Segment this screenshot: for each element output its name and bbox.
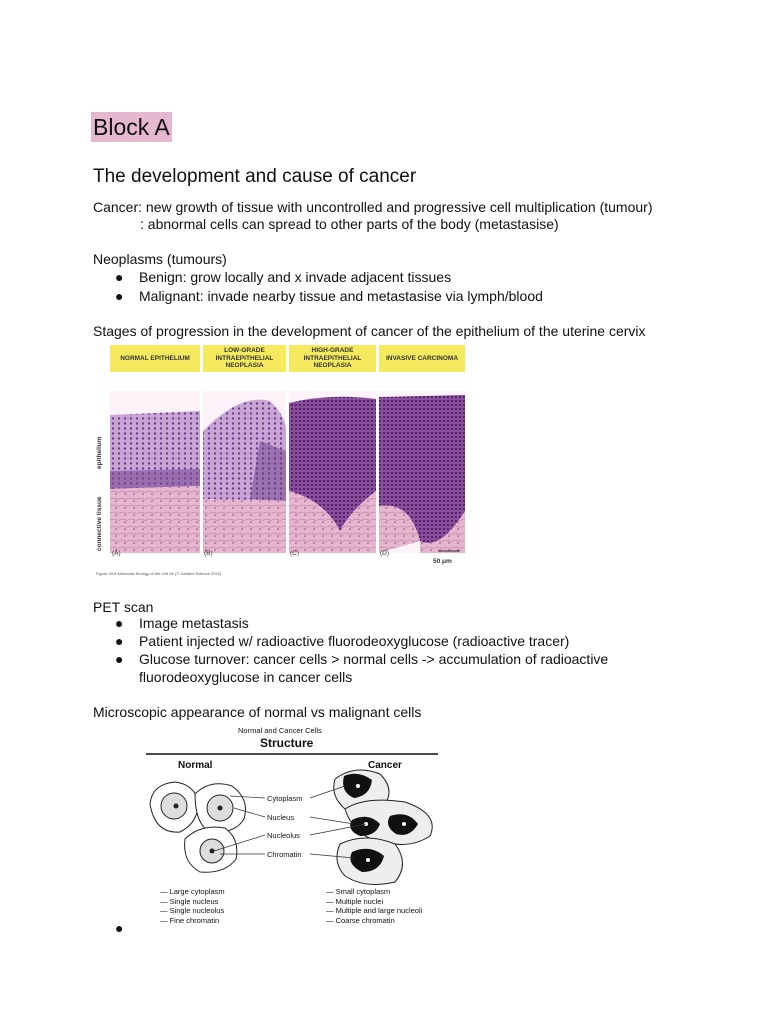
histology-figure: [92, 343, 467, 577]
panel-label-a: (A): [112, 550, 121, 557]
col-cancer: Cancer: [368, 760, 402, 771]
cancer-definition-line2: : abnormal cells can spread to other parts of the body (metastasise): [140, 216, 559, 232]
list-item: ● Image metastasis: [115, 615, 249, 631]
side-label-connective: connective tissue: [96, 496, 103, 551]
normal-features-list: — Large cytoplasm — Single nucleus — Single nucleolus — Fine chromatin: [160, 887, 225, 925]
figure-caption: Figure 20-8 Molecular Biology of the Cell 6e (© Garland Science 2015): [96, 571, 222, 576]
side-label-epithelium: epithelium: [96, 436, 103, 469]
panel-header-high-grade: HIGH-GRADE INTRAEPITHELIAL NEOPLASIA: [289, 345, 376, 372]
list-item-continuation: fluorodeoxyglucose in cancer cells: [139, 669, 353, 685]
label-nucleolus: Nucleolus: [267, 831, 300, 840]
pet-heading: PET scan: [93, 599, 154, 615]
normal-cells-illustration: [150, 782, 246, 872]
panel-label-c: (C): [290, 550, 300, 557]
panel-header-invasive: INVASIVE CARCINOMA: [379, 345, 465, 372]
col-normal: Normal: [178, 760, 213, 771]
panel-header-normal: NORMAL EPITHELIUM: [110, 345, 200, 372]
list-item: ● Glucose turnover: cancer cells > normal cells -> accumulation of radioactive: [115, 651, 609, 667]
cancer-features-list: — Small cytoplasm — Multiple nuclei — Multiple and large nucleoli — Coarse chromatin: [326, 887, 423, 925]
neoplasms-heading: Neoplasms (tumours): [93, 251, 227, 267]
section-title: The development and cause of cancer: [93, 166, 417, 187]
panel-label-d: (D): [380, 550, 390, 557]
label-cytoplasm: Cytoplasm: [267, 794, 303, 803]
figure-title: Structure: [260, 736, 314, 750]
panel-header-low-grade: LOW-GRADE INTRAEPITHELIAL NEOPLASIA: [203, 345, 286, 372]
block-title: Block A: [93, 114, 170, 140]
figure-small-title: Normal and Cancer Cells: [238, 726, 322, 735]
trailing-bullet: ●: [115, 920, 124, 936]
scale-label: 50 μm: [433, 558, 452, 565]
list-item: ● Benign: grow locally and x invade adjacent tissues: [115, 269, 452, 285]
cancer-definition-line1: Cancer: new growth of tissue with uncontrolled and progressive cell multiplication (tumour): [93, 199, 653, 215]
label-nucleus: Nucleus: [267, 813, 295, 822]
label-chromatin: Chromatin: [267, 850, 302, 859]
list-item: ● Patient injected w/ radioactive fluorodeoxyglucose (radioactive tracer): [115, 633, 570, 649]
panel-label-b: (B): [204, 550, 213, 557]
list-item: ● Malignant: invade nearby tissue and metastasise via lymph/blood: [115, 288, 543, 304]
micro-heading: Microscopic appearance of normal vs malignant cells: [93, 704, 422, 720]
stages-heading: Stages of progression in the development of cancer of the epithelium of the uterine cervix: [93, 323, 646, 339]
histology-micrographs: [110, 391, 465, 553]
cells-figure: [140, 724, 445, 934]
